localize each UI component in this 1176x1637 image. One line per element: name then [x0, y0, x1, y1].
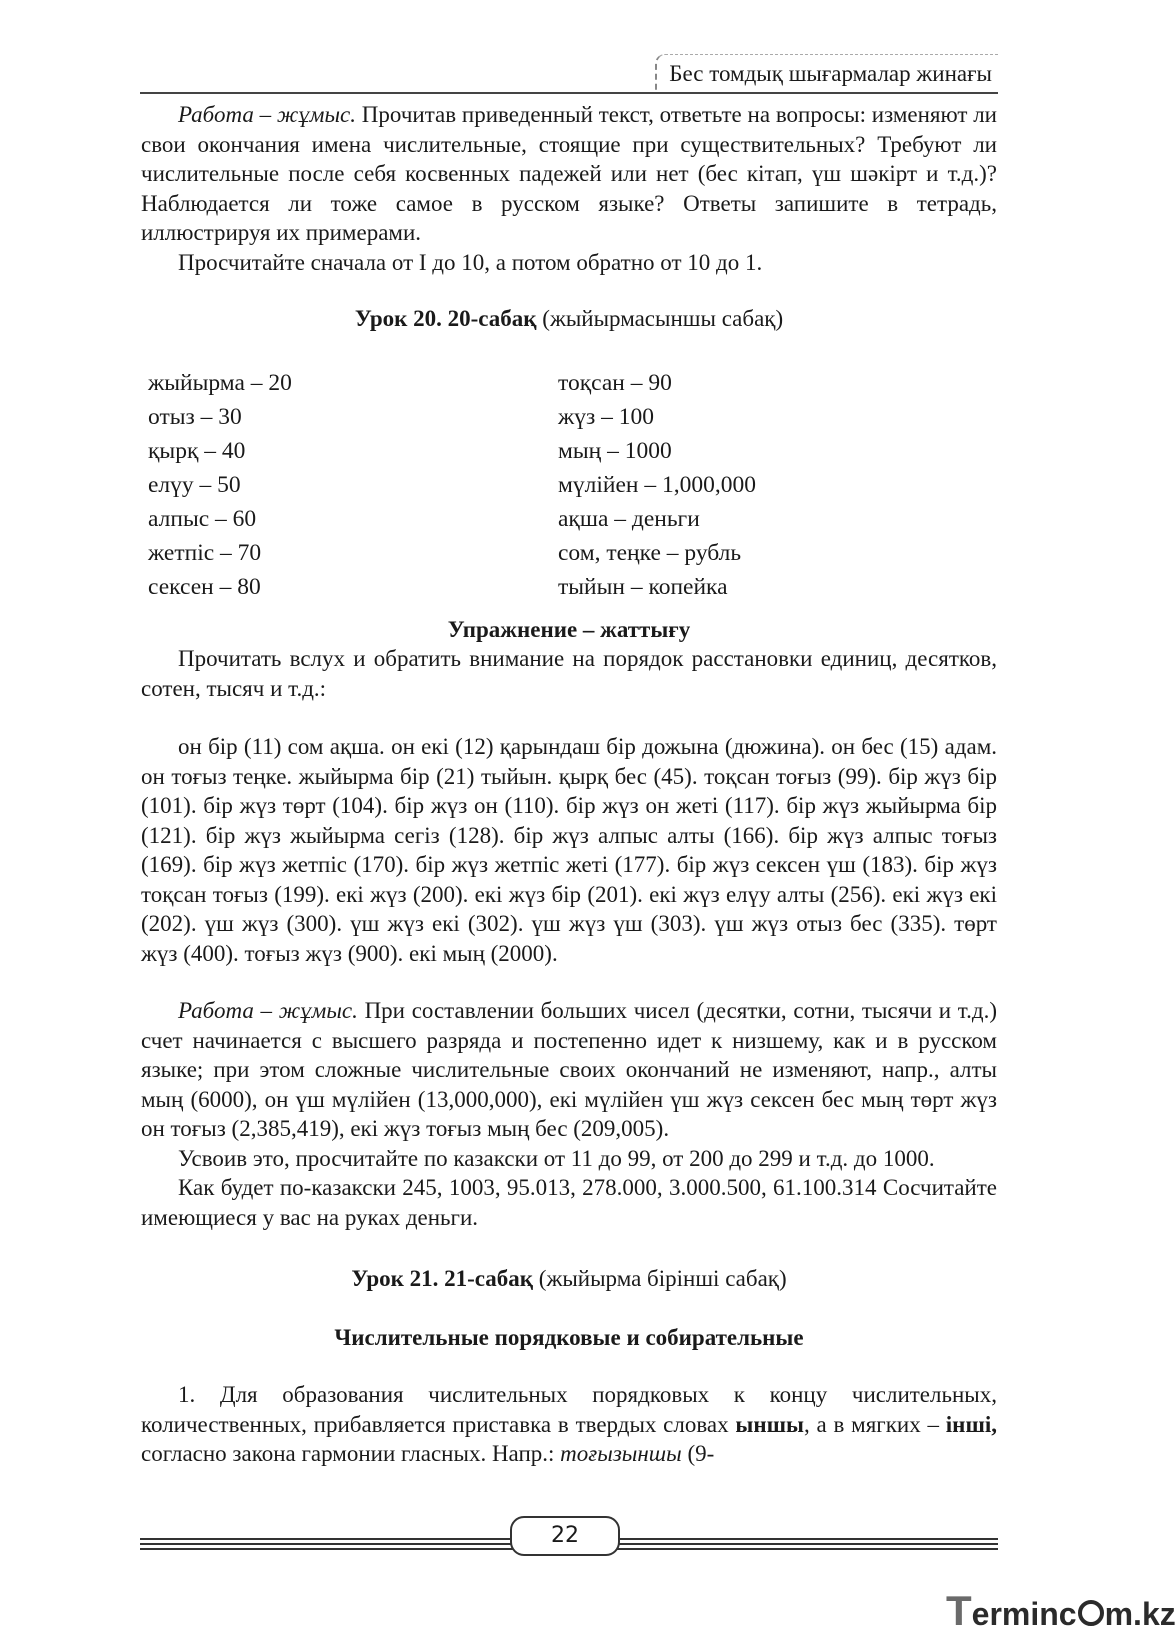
vocab-item: ақша – деньги [558, 505, 700, 532]
vocab-item: тоқсан – 90 [558, 369, 672, 396]
suffix-soft: інші, [945, 1411, 997, 1437]
work-label: Работа – жұмыс. [178, 102, 357, 127]
vocab-item: мың – 1000 [558, 437, 672, 464]
suffix-hard: ыншы [735, 1411, 805, 1437]
ordinal-text: , а в мягких – [804, 1411, 946, 1437]
watermark-text: m.kz [1104, 1596, 1176, 1632]
exercise-heading: Упражнение – жаттығу [447, 616, 691, 642]
header-title: Бес томдық шығармалар жинағы [655, 54, 998, 92]
vocab-item: тыйын – копейка [558, 573, 728, 600]
vocab-item: жүз – 100 [558, 403, 655, 430]
work-paragraph-2 [141, 996, 997, 1144]
watermark-o-ring [1078, 1600, 1104, 1626]
example-word: тоғызыншы [560, 1441, 682, 1466]
vocab-item: жетпіс – 70 [148, 539, 262, 566]
lesson-21-heading [141, 1264, 997, 1294]
vocab-item: қырқ – 40 [148, 437, 246, 464]
lesson-21-subtitle: (жыйырма бірінші сабақ) [533, 1266, 787, 1291]
count-task: Усвоив это, просчитайте по казакски от 11 до 99, от 200 до 299 и т.д. до 1000. [178, 1145, 935, 1171]
work-text: Прочитав приведенный текст, ответьте на вопросы: изменяют ли свои окончания имена числительные, стоящие при существительных? Требуют ли числительные после себя косвенных падежей или нет (бес кітап, үш шәкірт и т.д.)? Наблюдается ли тоже самое в русском языке? Ответы запишите в тетрадь, иллюстрируя их примерами. [141, 102, 997, 245]
termincom-watermark [946, 1587, 1176, 1634]
numbers-right-column [558, 366, 968, 604]
lesson-21-number: Урок 21. 21-сабақ [351, 1266, 534, 1291]
page-footer [140, 1523, 998, 1558]
vocab-item: отыз – 30 [148, 403, 242, 430]
lesson-20-subtitle: (жыйырмасыншы сабақ) [536, 306, 784, 331]
running-header [140, 54, 998, 94]
vocab-item: елүу – 50 [148, 471, 241, 498]
work-paragraph-1 [141, 100, 997, 248]
vocab-item: жыйырма – 20 [148, 369, 292, 396]
watermark-letter: T [946, 1587, 972, 1634]
vocab-item: алпыс – 60 [148, 505, 257, 532]
ordinal-text: согласно закона гармонии гласных. Напр.: [141, 1441, 561, 1466]
vocab-item: мүлійен – 1,000,000 [558, 471, 756, 498]
ordinal-heading: Числительные порядковые и собирательные [334, 1324, 804, 1350]
exercise-text: он бір (11) сом ақша. он екі (12) қарындаш бір дожына (дюжина). он бес (15) адам. он тоғыз теңке. жыйырма бір (21) тыйын. қырқ бес (45). тоқсан тоғыз (99). бір жүз бір (101). бір жүз төрт (104). бір жүз он (110). бір жүз он жеті (117). бір жүз жыйырма бір (121). бір жүз жыйырма сегіз (128). бір жүз алпыс алты (166). бір жүз алпыс тоғыз (169). бір жүз жетпіс (170). бір жүз жетпіс жеті (177). бір жүз сексен үш (183). бір жүз тоқсан тоғыз (199). екі жүз (200). екі жүз бір (201). екі жүз елүу алты (256). екі жүз екі (202). үш жүз (300). үш жүз екі (302). үш жүз үш (303). үш жүз отыз бес (335). төрт жүз (400). тоғыз жүз (900). екі мың (2000). [141, 734, 997, 966]
work-text: При составлении больших чисел (десятки, сотни, тысячи и т.д.) счет начинается с высшего разряда и постепенно идет к низшему, как и в русском языке; при этом сложные числительные своих окончаний не изменяют, напр., алты мың (6000), он үш мүлійен (13,000,000), екі мүлійен үш жүз сексен бес мың төрт жүз он тоғыз (2,385,419), екі жүз тоғыз мың бес (209,005). [141, 998, 997, 1141]
page-body [141, 100, 997, 1469]
vocab-item: сом, теңке – рубль [558, 539, 742, 566]
lesson-20-number: Урок 20. 20-сабақ [354, 306, 537, 331]
count-instruction: Просчитайте сначала от I до 10, а потом обратно от 10 до 1. [178, 249, 763, 275]
page-number: 22 [510, 1516, 620, 1556]
vocab-item: сексен – 80 [148, 573, 261, 600]
translate-task: Как будет по-казакски 245, 1003, 95.013, 278.000, 3.000.500, 61.100.314 Сосчитайте имеющиеся у вас на руках деньги. [141, 1175, 997, 1230]
ordinal-text: (9- [681, 1441, 715, 1466]
work-label: Работа – жұмыс. [178, 998, 358, 1023]
exercise-instruction: Прочитать вслух и обратить внимание на порядок расстановки единиц, десятков, сотен, тысяч и т.д.: [141, 646, 997, 701]
watermark-text: erminc [971, 1596, 1077, 1632]
ordinal-paragraph [141, 1380, 997, 1469]
lesson-20-heading [141, 304, 997, 334]
numbers-vocabulary [141, 366, 997, 604]
ordinal-text: 1. Для образования числительных порядковых к концу числительных, количественных, прибавляется приставка в твердых словах [141, 1382, 997, 1437]
numbers-left-column [148, 366, 558, 604]
